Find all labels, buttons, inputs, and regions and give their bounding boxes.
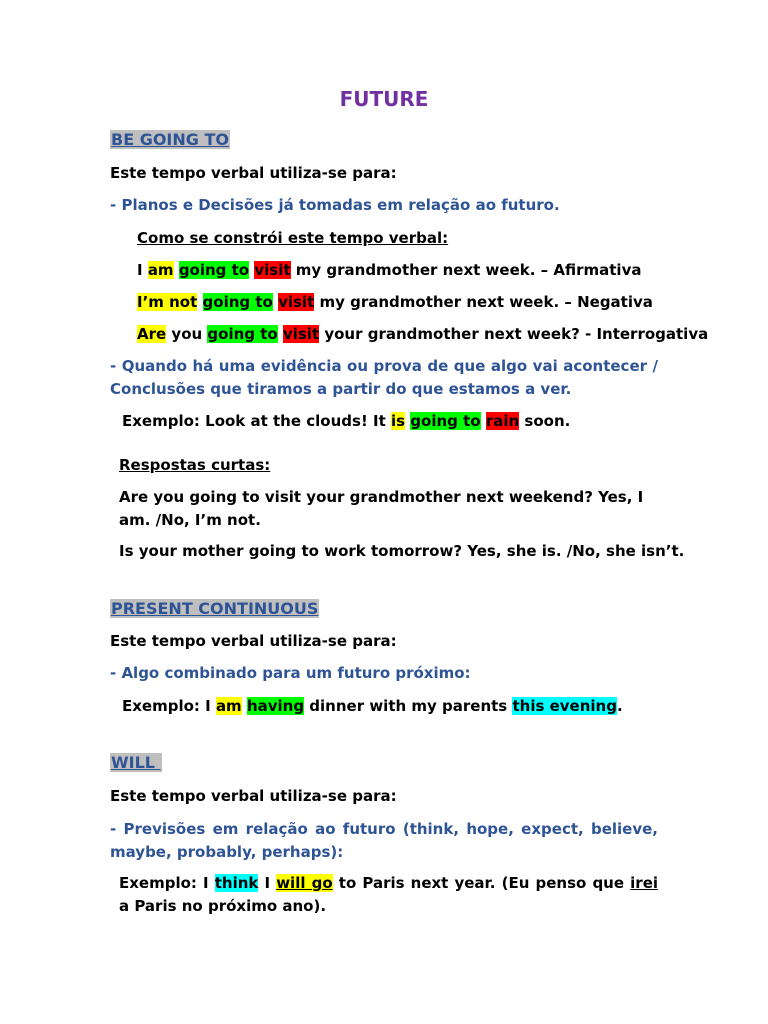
text-segment: Exemplo: Look at the clouds! It <box>122 412 391 430</box>
highlighted-word: am <box>215 697 242 715</box>
text-segment <box>197 293 202 311</box>
will-bullet: - Previsões em relação ao futuro (think, hope, expect, believe, maybe, probably, perhaps): <box>110 820 658 861</box>
highlighted-word: visit <box>254 261 291 279</box>
section-heading-present-continuous <box>110 597 319 621</box>
short-answer-2: Is your mother going to work tomorrow? Yes, she is. /No, she isn’t. <box>119 542 685 560</box>
highlighted-word: will go <box>276 874 333 892</box>
text-segment: Exemplo: I <box>119 874 215 892</box>
heading-text: BE GOING TO <box>111 130 229 149</box>
highlighted-word: is <box>390 412 406 430</box>
highlighted-word: visit <box>278 293 315 311</box>
text-segment: dinner with my parents <box>304 697 513 715</box>
present-continuous-example <box>122 695 623 718</box>
underlined-word: irei <box>630 874 659 892</box>
heading-text: WILL <box>111 753 161 772</box>
highlighted-word: going to <box>207 325 278 343</box>
highlighted-word: this evening <box>512 697 617 715</box>
text-segment: to Paris next year. (Eu penso que <box>332 874 631 892</box>
text-segment: I <box>258 874 277 892</box>
present-continuous-intro: Este tempo verbal utiliza-se para: <box>110 632 397 650</box>
short-answers-label: Respostas curtas: <box>119 456 271 474</box>
text-segment: my grandmother next week. – Afirmativa <box>290 261 642 279</box>
text-segment: a Paris no próximo ano). <box>119 897 327 915</box>
highlighted-word: think <box>214 874 259 892</box>
will-example <box>119 872 658 918</box>
going-to-interrogative-line <box>137 323 708 346</box>
text-segment: I <box>137 261 148 279</box>
going-to-bullet-evidence: - Quando há uma evidência ou prova de que algo vai acontecer / Conclusões que tiramos a partir do que estamos a ver. <box>110 357 658 398</box>
highlighted-word: Are <box>137 325 167 343</box>
going-to-affirmative-line <box>137 259 641 282</box>
going-to-negative-line <box>137 291 653 314</box>
highlighted-word: going to <box>202 293 273 311</box>
text-segment: your grandmother next week? - Interrogativa <box>319 325 709 343</box>
page-title: FUTURE <box>339 87 429 111</box>
highlighted-word: having <box>246 697 305 715</box>
highlighted-word: going to <box>178 261 250 279</box>
will-intro: Este tempo verbal utiliza-se para: <box>110 787 397 805</box>
highlighted-word: rain <box>485 412 520 430</box>
text-segment: Exemplo: I <box>122 697 216 715</box>
going-to-intro: Este tempo verbal utiliza-se para: <box>110 164 397 182</box>
highlighted-word: I’m not <box>137 293 198 311</box>
present-continuous-bullet: - Algo combinado para um futuro próximo: <box>110 664 471 682</box>
text-segment: soon. <box>519 412 571 430</box>
heading-text: PRESENT CONTINUOUS <box>111 599 319 618</box>
going-to-bullet-plans: - Planos e Decisões já tomadas em relação ao futuro. <box>110 196 560 214</box>
text-segment: . <box>616 697 623 715</box>
going-to-how-label: Como se constrói este tempo verbal: <box>137 229 449 247</box>
going-to-example <box>122 410 570 433</box>
highlighted-word: visit <box>282 325 320 343</box>
text-segment: you <box>166 325 208 343</box>
highlighted-word: going to <box>410 412 481 430</box>
highlighted-word: am <box>147 261 174 279</box>
text-segment: my grandmother next week. – Negativa <box>314 293 653 311</box>
section-heading-will <box>110 751 162 775</box>
section-heading-going-to <box>110 128 230 152</box>
short-answer-1: Are you going to visit your grandmother next weekend? Yes, I am. /No, I’m not. <box>119 488 644 529</box>
